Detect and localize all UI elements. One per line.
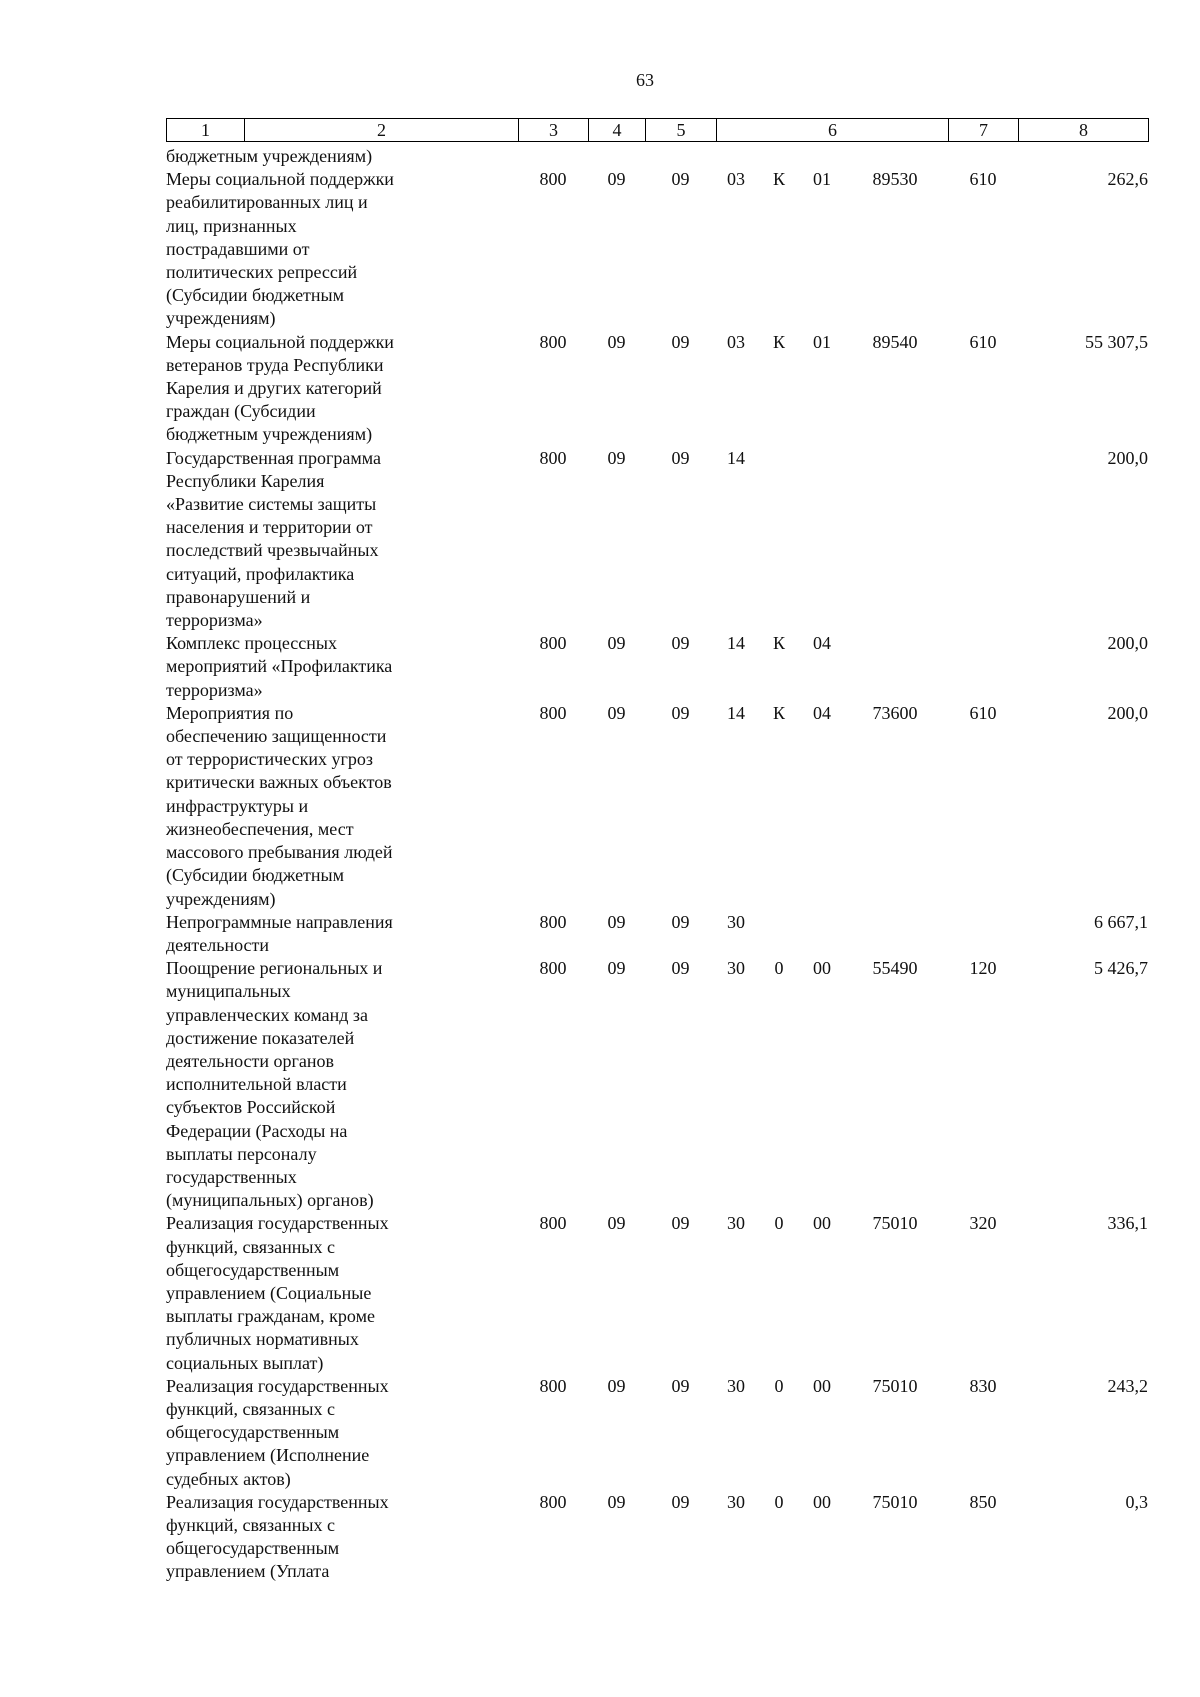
row-code-4 — [588, 145, 645, 168]
row-code-5: 09 — [671, 331, 690, 352]
row-code-7 — [948, 632, 1018, 702]
row-amount: 0,3 — [1125, 1491, 1148, 1512]
row-code-6-type: 0 — [774, 1213, 784, 1234]
row-amount: 262,6 — [1107, 169, 1148, 190]
row-code-5: 09 — [671, 958, 690, 979]
row-code-7 — [948, 145, 1018, 168]
row-code-4: 09 — [607, 911, 626, 932]
row-code-4: 09 — [607, 633, 626, 654]
table-row — [166, 957, 1148, 1212]
budget-table — [166, 145, 1148, 1584]
row-code-4: 09 — [607, 169, 626, 190]
header-col-7: 7 — [949, 119, 1019, 142]
row-code-6-type: 0 — [774, 1491, 784, 1512]
row-code-4: 09 — [607, 1491, 626, 1512]
row-code-4: 09 — [607, 331, 626, 352]
row-code-7 — [948, 911, 1018, 957]
row-code-6-program: 14 — [727, 447, 745, 468]
row-code-5: 09 — [671, 633, 690, 654]
row-code-6-type: К — [772, 169, 785, 190]
table-body — [166, 145, 1148, 1584]
row-code-7: 610 — [969, 702, 997, 723]
row-code-6-program — [716, 145, 756, 168]
row-amount: 200,0 — [1107, 447, 1148, 468]
row-code-5: 09 — [671, 702, 690, 723]
row-code-3: 800 — [539, 958, 567, 979]
row-code-6-program: 03 — [727, 331, 745, 352]
row-code-5: 09 — [671, 169, 690, 190]
table-row — [166, 145, 1148, 168]
row-code-4: 09 — [607, 1213, 626, 1234]
row-code-6-program: 30 — [727, 1375, 745, 1396]
table-row — [166, 1212, 1148, 1374]
row-description: Непрограммные направления деятельности — [166, 911, 393, 955]
row-code-6-direction: 75010 — [872, 1375, 918, 1396]
row-code-7 — [948, 447, 1018, 633]
header-col-8: 8 — [1019, 119, 1149, 142]
row-code-6-direction: 89530 — [872, 169, 918, 190]
row-code-6-program: 30 — [727, 911, 745, 932]
header-col-4: 4 — [589, 119, 646, 142]
row-amount: 5 426,7 — [1094, 958, 1148, 979]
row-amount: 243,2 — [1107, 1375, 1148, 1396]
row-amount: 200,0 — [1107, 702, 1148, 723]
row-code-6-sub — [802, 911, 842, 957]
row-code-6-direction — [842, 447, 948, 633]
table-row — [166, 168, 1148, 330]
row-code-6-type: К — [772, 633, 785, 654]
row-amount: 55 307,5 — [1085, 331, 1148, 352]
row-code-5: 09 — [671, 1491, 690, 1512]
row-description: Реализация государственных функций, связанных с общегосударственным управлением (Исполнение судебных актов) — [166, 1375, 389, 1489]
row-code-3: 800 — [539, 447, 567, 468]
table-row — [166, 1375, 1148, 1491]
row-code-7: 610 — [969, 169, 997, 190]
row-code-6-sub: 00 — [813, 958, 831, 979]
row-code-6-type: К — [772, 331, 785, 352]
row-code-5: 09 — [671, 1375, 690, 1396]
row-description: бюджетным учреждениям) — [166, 146, 373, 166]
row-code-6-type: К — [772, 702, 785, 723]
row-code-6-type — [756, 447, 802, 633]
row-code-4: 09 — [607, 958, 626, 979]
row-code-6-type: 0 — [774, 1375, 784, 1396]
row-code-6-direction: 89540 — [872, 331, 918, 352]
row-description: Меры социальной поддержки реабилитированных лиц и лиц, признанных пострадавшими от политических репрессий (Субсидии бюджетным учреждениям) — [166, 169, 394, 329]
row-code-4: 09 — [607, 1375, 626, 1396]
table-row — [166, 632, 1148, 702]
row-description: Мероприятия по обеспечению защищенности от террористических угроз критически важных объектов инфраструктуры и жизнеобеспечения, мест массового пребывания людей (Субсидии бюджетным учреждениям) — [166, 702, 393, 909]
row-code-6-direction — [842, 911, 948, 957]
header-col-6: 6 — [717, 119, 949, 142]
row-code-6-direction: 55490 — [872, 958, 918, 979]
row-code-6-sub: 00 — [813, 1213, 831, 1234]
row-code-6-direction: 75010 — [872, 1213, 918, 1234]
row-code-6-direction — [842, 145, 948, 168]
row-code-6-sub: 01 — [813, 331, 831, 352]
table-row — [166, 1491, 1148, 1584]
row-code-6-type — [756, 911, 802, 957]
row-code-3: 800 — [539, 633, 567, 654]
row-amount: 200,0 — [1107, 633, 1148, 654]
row-code-5: 09 — [671, 447, 690, 468]
header-col-2: 2 — [245, 119, 519, 142]
row-code-3: 800 — [539, 169, 567, 190]
row-code-6-program: 30 — [727, 1491, 745, 1512]
row-code-6-sub: 04 — [813, 633, 831, 654]
row-description: Реализация государственных функций, связанных с общегосударственным управлением (Уплата — [166, 1491, 389, 1582]
row-code-3 — [518, 145, 588, 168]
table-row — [166, 911, 1148, 957]
row-code-7: 830 — [969, 1375, 997, 1396]
row-code-3: 800 — [539, 331, 567, 352]
row-code-5: 09 — [671, 1213, 690, 1234]
row-description: Государственная программа Республики Карелия «Развитие системы защиты населения и территории от последствий чрезвычайных ситуаций, профилактика правонарушений и терроризма» — [166, 447, 381, 631]
row-code-3: 800 — [539, 702, 567, 723]
row-amount — [1018, 145, 1148, 168]
row-code-6-program: 30 — [727, 1213, 745, 1234]
row-code-6-sub: 00 — [813, 1491, 831, 1512]
row-code-3: 800 — [539, 1491, 567, 1512]
header-col-1: 1 — [167, 119, 245, 142]
table-row — [166, 331, 1148, 447]
row-description: Комплекс процессных мероприятий «Профилактика терроризма» — [166, 633, 393, 700]
row-code-3: 800 — [539, 1213, 567, 1234]
row-code-6-type — [756, 145, 802, 168]
row-code-6-direction: 75010 — [872, 1491, 918, 1512]
row-code-6-direction: 73600 — [872, 702, 918, 723]
row-code-6-program: 14 — [727, 702, 745, 723]
row-description: Меры социальной поддержки ветеранов труда Республики Карелия и других категорий граждан (Субсидии бюджетным учреждениям) — [166, 331, 394, 445]
row-code-3: 800 — [539, 1375, 567, 1396]
row-code-7: 120 — [969, 958, 997, 979]
row-code-6-program: 03 — [727, 169, 745, 190]
header-col-5: 5 — [646, 119, 717, 142]
row-code-4: 09 — [607, 702, 626, 723]
row-code-6-direction — [842, 632, 948, 702]
row-description: Поощрение региональных и муниципальных управленческих команд за достижение показателей деятельности органов исполнительной власти субъектов Российской Федерации (Расходы на выплаты персоналу государственных (муниципальных) органов) — [166, 958, 383, 1211]
row-code-7: 610 — [969, 331, 997, 352]
row-code-6-sub: 04 — [813, 702, 831, 723]
row-code-6-sub: 00 — [813, 1375, 831, 1396]
row-code-7: 320 — [969, 1213, 997, 1234]
row-code-5 — [645, 145, 716, 168]
header-col-3: 3 — [519, 119, 589, 142]
row-code-4: 09 — [607, 447, 626, 468]
row-code-3: 800 — [539, 911, 567, 932]
row-code-6-sub — [802, 145, 842, 168]
row-code-6-program: 30 — [727, 958, 745, 979]
page-number: 63 — [636, 70, 654, 90]
row-code-7: 850 — [969, 1491, 997, 1512]
row-amount: 336,1 — [1107, 1213, 1148, 1234]
table-row — [166, 447, 1148, 633]
row-code-6-program: 14 — [727, 633, 745, 654]
row-code-6-sub: 01 — [813, 169, 831, 190]
table-header — [166, 118, 1149, 142]
row-code-6-type: 0 — [774, 958, 784, 979]
row-description: Реализация государственных функций, связанных с общегосударственным управлением (Социальные выплаты гражданам, кроме публичных нормативных социальных выплат) — [166, 1213, 389, 1373]
table-row — [166, 702, 1148, 911]
row-amount: 6 667,1 — [1094, 911, 1148, 932]
row-code-6-sub — [802, 447, 842, 633]
row-code-5: 09 — [671, 911, 690, 932]
